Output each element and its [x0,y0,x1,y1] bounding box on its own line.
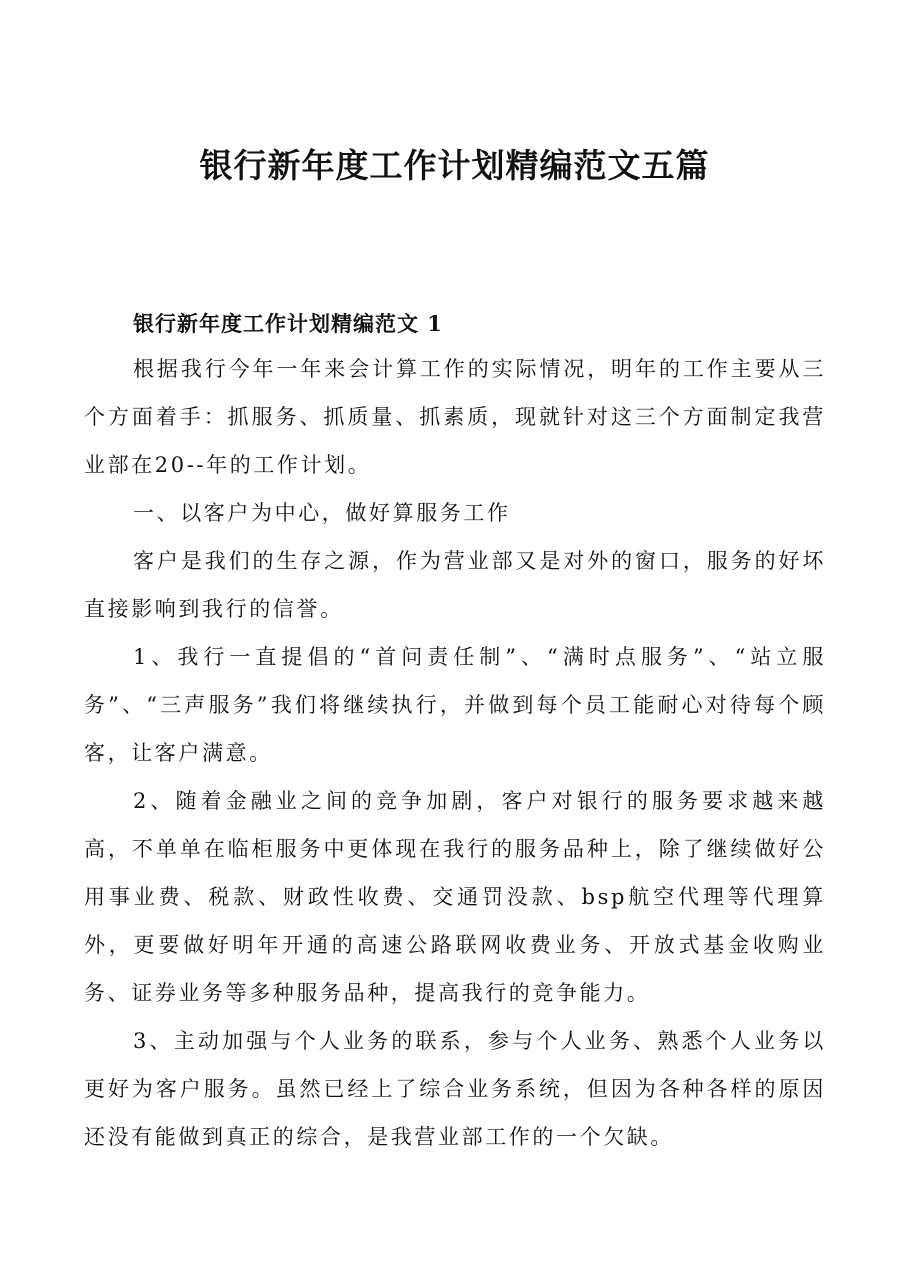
paragraph-customer-source: 客户是我们的生存之源，作为营业部又是对外的窗口，服务的好坏直接影响到我行的信誉。 [84,549,826,621]
paragraph-item-1: 1、我行一直提倡的“首问责任制”、“满时点服务”、“站立服务”、“三声服务”我们将继续执行，并做到每个员工能耐心对待每个顾客，让客户满意。 [84,645,826,765]
paragraph-item-3: 3、主动加强与个人业务的联系，参与个人业务、熟悉个人业务以更好为客户服务。虽然已经上了综合业务系统，但因为各种各样的原因还没有能做到真正的综合，是我营业部工作的一个欠缺。 [84,1029,826,1149]
paragraph-item-2: 2、随着金融业之间的竞争加剧，客户对银行的服务要求越来越高，不单单在临柜服务中更体现在我行的服务品种上，除了继续做好公用事业费、税款、财政性收费、交通罚没款、bsp航空代理等代理算外，更要做好明年开通的高速公路联网收费业务、开放式基金收购业务、证券业务等多种服务品种，提高我行的竞争能力。 [84,789,826,1005]
paragraph-intro: 根据我行今年一年来会计算工作的实际情况，明年的工作主要从三个方面着手：抓服务、抓质量、抓素质，现就针对这三个方面制定我营业部在20--年的工作计划。 [84,357,826,477]
paragraph-subheading-customer-service: 一、以客户为中心，做好算服务工作 [133,501,511,525]
document-title: 银行新年度工作计划精编范文五篇 [199,146,710,185]
section-heading: 银行新年度工作计划精编范文 1 [133,311,443,336]
